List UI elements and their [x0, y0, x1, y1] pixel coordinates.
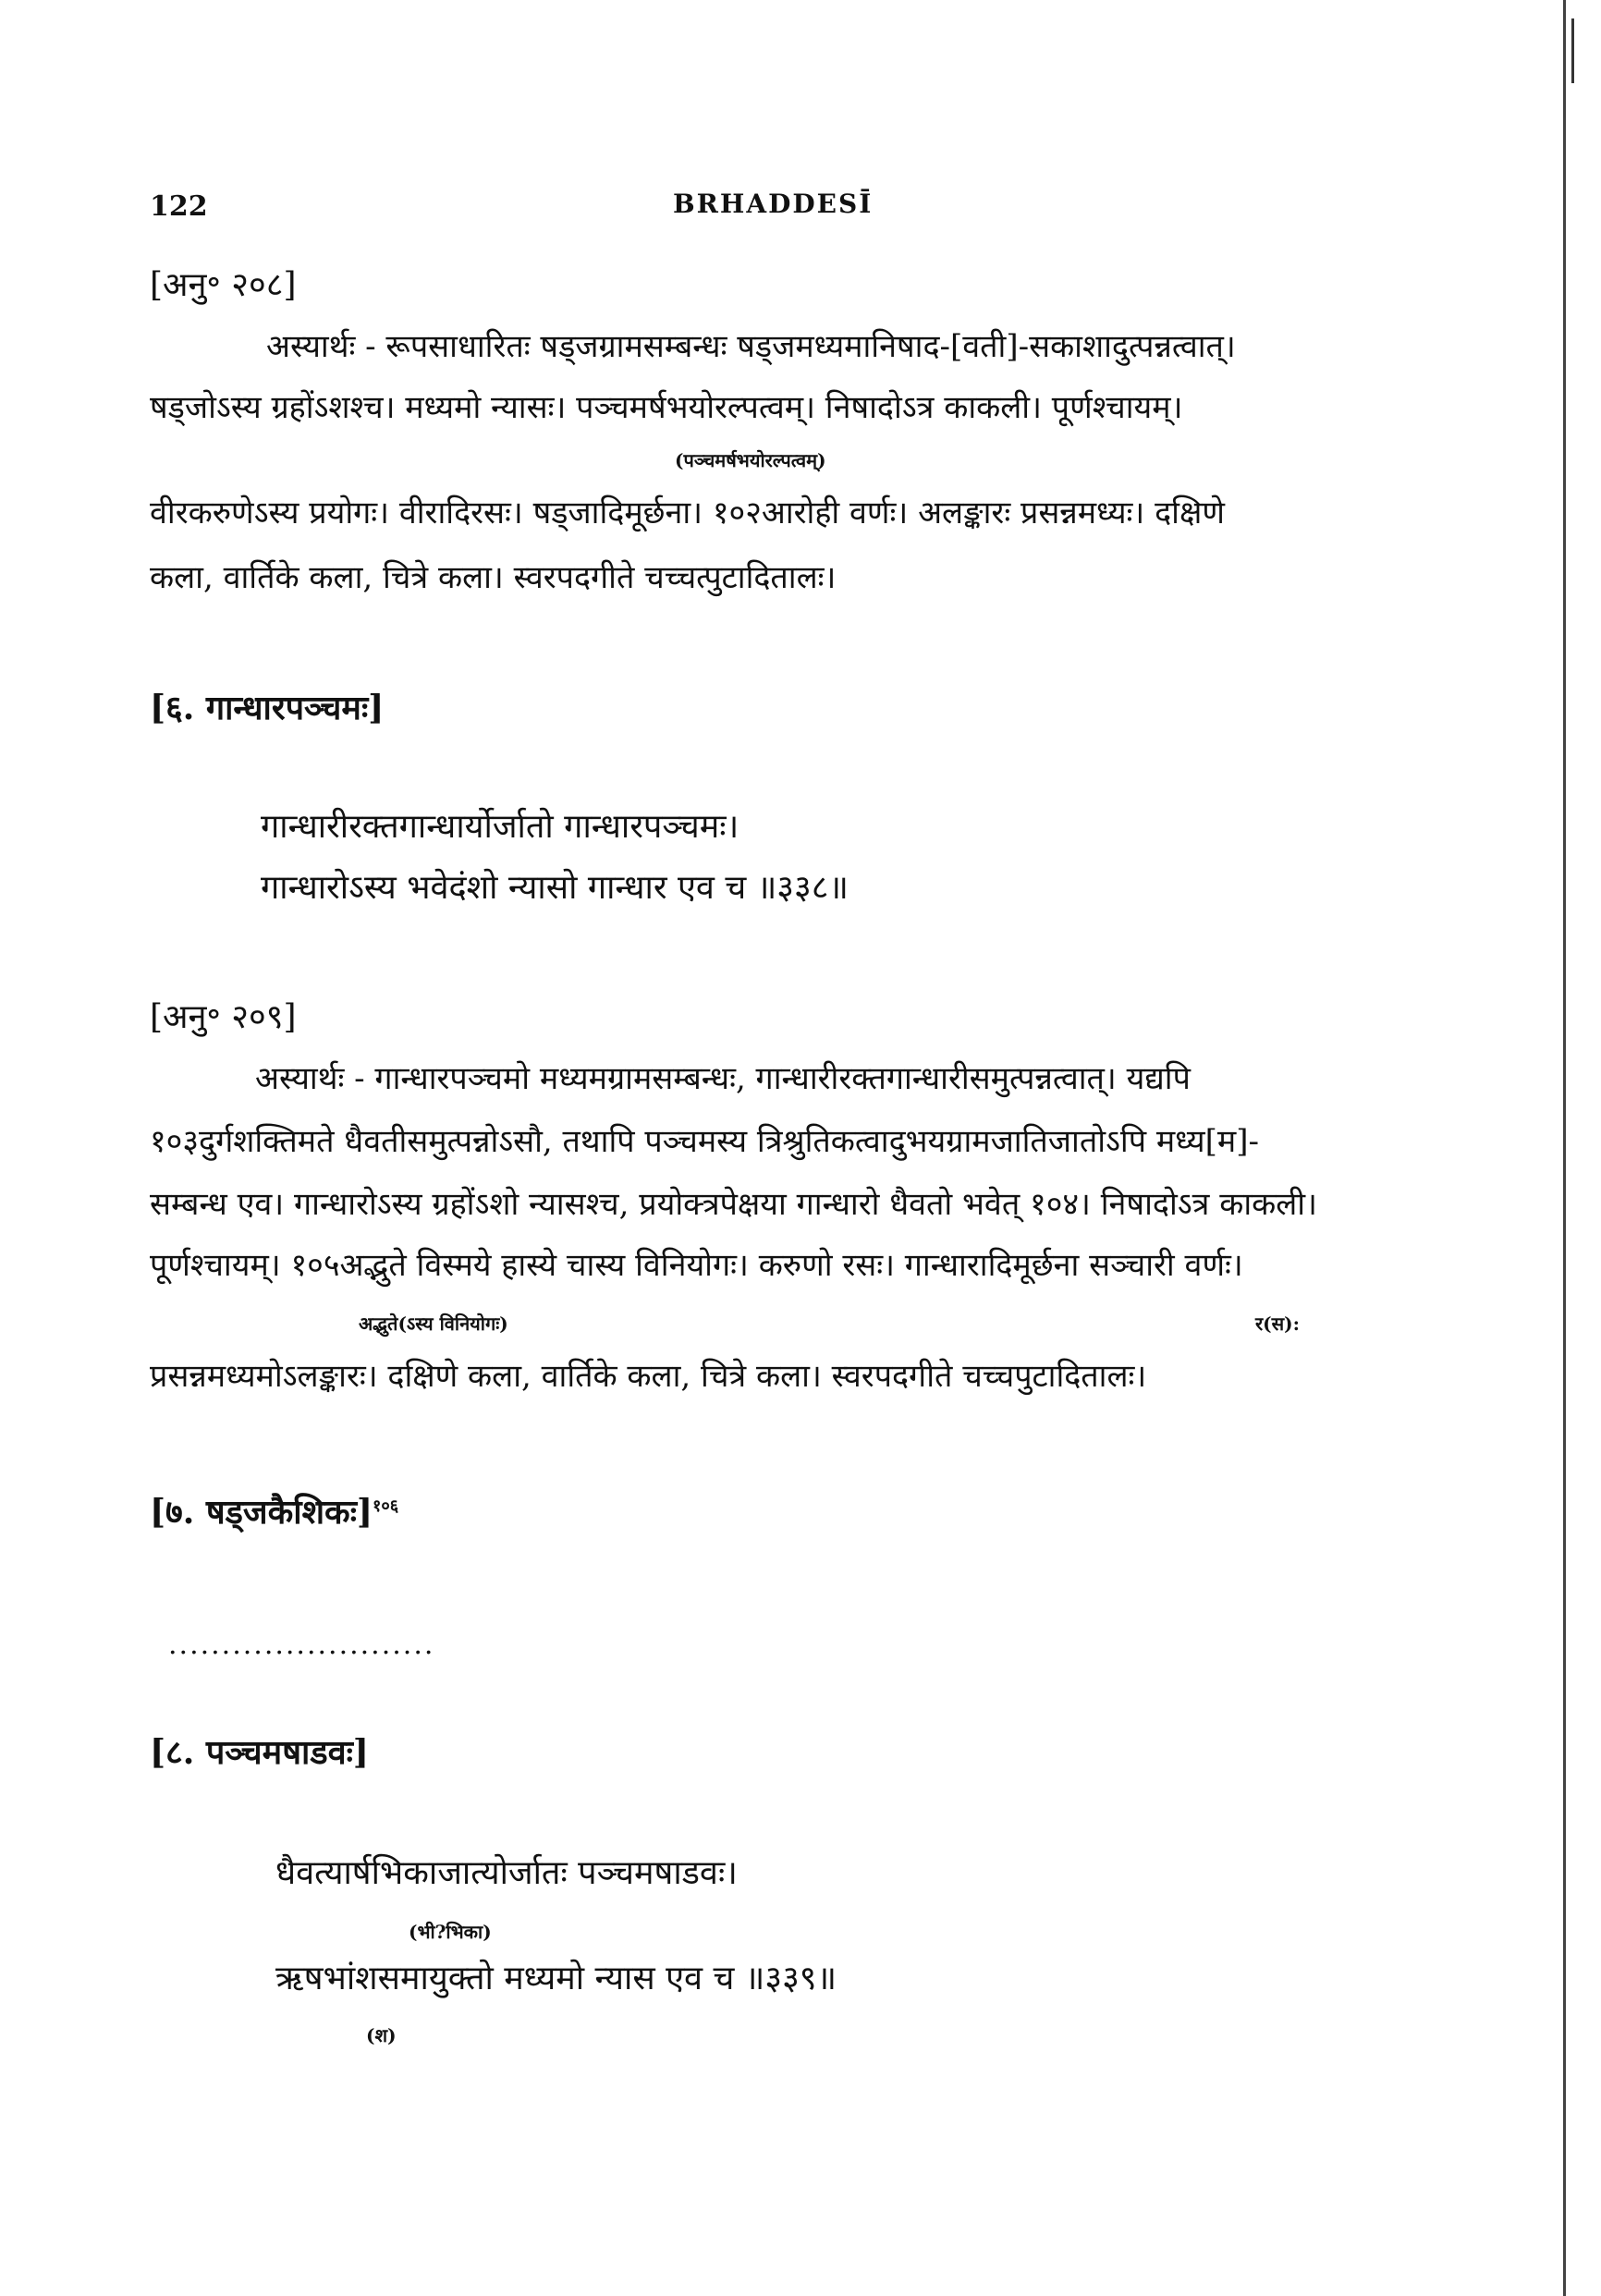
- anu-209-line-2: १०३दुर्गशक्तिमते धैवतीसमुत्पन्नोऽसौ, तथापि पञ्चमस्य त्रिश्रुतिकत्वादुभयग्रामजातिजातोऽपि मध्य[म]-: [150, 1123, 1260, 1160]
- running-title: BRHADDESĪ: [673, 189, 874, 219]
- anu-208-note: (पञ्चमर्षभयोरल्पत्वम्): [675, 449, 826, 471]
- gandharapanchama-heading: [६. गान्धारपञ्चमः]: [150, 689, 385, 727]
- shadjakaishika-heading-text: [७. षड्जकैशिकः]: [150, 1493, 373, 1532]
- gandharapanchama-verse-1: गान्धारीरक्तगान्धार्योर्जातो गान्धारपञ्चमः।: [261, 808, 739, 846]
- anu-209-line-3: सम्बन्ध एव। गान्धारोऽस्य ग्रहोंऽशो न्यासश्च, प्रयोक्त्रपेक्षया गान्धारो धैवतो भवेत् १०४। निषादोऽत्र काकली।: [150, 1186, 1317, 1223]
- anu-209-note-left: अद्भुते(ऽस्य विनियोगः): [359, 1313, 508, 1335]
- anu-208-line-3: वीरकरुणेऽस्य प्रयोगः। वीरादिरसः। षड्जादिमूर्छना। १०२आरोही वर्णः। अलङ्कारः प्रसन्नमध्यः। दक्षिणे: [150, 495, 1225, 531]
- anu-208-heading: [अनु॰ २०८]: [150, 266, 297, 304]
- panchamashadava-verse-1: धैवत्यार्षभिकाजात्योर्जातः पञ्चमषाडवः।: [275, 1854, 738, 1892]
- shadjakaishika-heading: [150, 1488, 398, 1533]
- anu-209-note-right: र(स):: [1255, 1313, 1301, 1335]
- anu-209-heading: [अनु॰ २०९]: [150, 998, 297, 1036]
- anu-208-line-4: कला, वार्तिके कला, चित्रे कला। स्वरपदगीते चच्चत्पुटादितालः।: [150, 559, 837, 596]
- anu-208-line-1: अस्यार्थः - रूपसाधारितः षड्जग्रामसम्बन्धः षड्जमध्यमानिषाद-[वती]-सकाशादुत्पन्नत्वात्।: [266, 328, 1236, 365]
- panchamashadava-heading: [८. पञ्चमषाडवः]: [150, 1733, 369, 1772]
- panchamashadava-note-2: (श): [366, 2024, 397, 2046]
- panchamashadava-note-1: (भी?भिका): [409, 1921, 492, 1943]
- anu-209-line-4: पूर्णश्चायम्। १०५अद्भुते विस्मये हास्ये चास्य विनियोगः। करुणो रसः। गान्धारादिमूर्छना सञ्चारी वर्णः।: [150, 1247, 1243, 1284]
- anu-208-line-2: षड्जोऽस्य ग्रहोंऽशश्च। मध्यमो न्यासः। पञ्चमर्षभयोरल्पत्वम्। निषादोऽत्र काकली। पूर्णश्चायम्।: [150, 389, 1183, 426]
- page-number: 122: [150, 190, 208, 223]
- footnote-mark: १०६: [373, 1496, 399, 1516]
- omission-dots: .........................: [168, 1629, 435, 1661]
- anu-209-line-1: अस्यार्थः - गान्धारपञ्चमो मध्यमग्रामसम्बन्धः, गान्धारीरक्तगान्धारीसमुत्पन्नत्वात्। यद्यपि: [255, 1060, 1191, 1097]
- scan-margin-edge: [1563, 0, 1590, 2296]
- gandharapanchama-verse-2: गान्धारोऽस्य भवेदंशो न्यासो गान्धार एव च ॥३३८॥: [261, 869, 849, 907]
- anu-209-line-5: प्रसन्नमध्यमोऽलङ्कारः। दक्षिणे कला, वार्तिके कला, चित्रे कला। स्वरपदगीते चच्चपुटादितालः।: [150, 1358, 1147, 1395]
- panchamashadava-verse-2: ऋषभांशसमायुक्तो मध्यमो न्यास एव च ॥३३९॥: [275, 1960, 837, 1997]
